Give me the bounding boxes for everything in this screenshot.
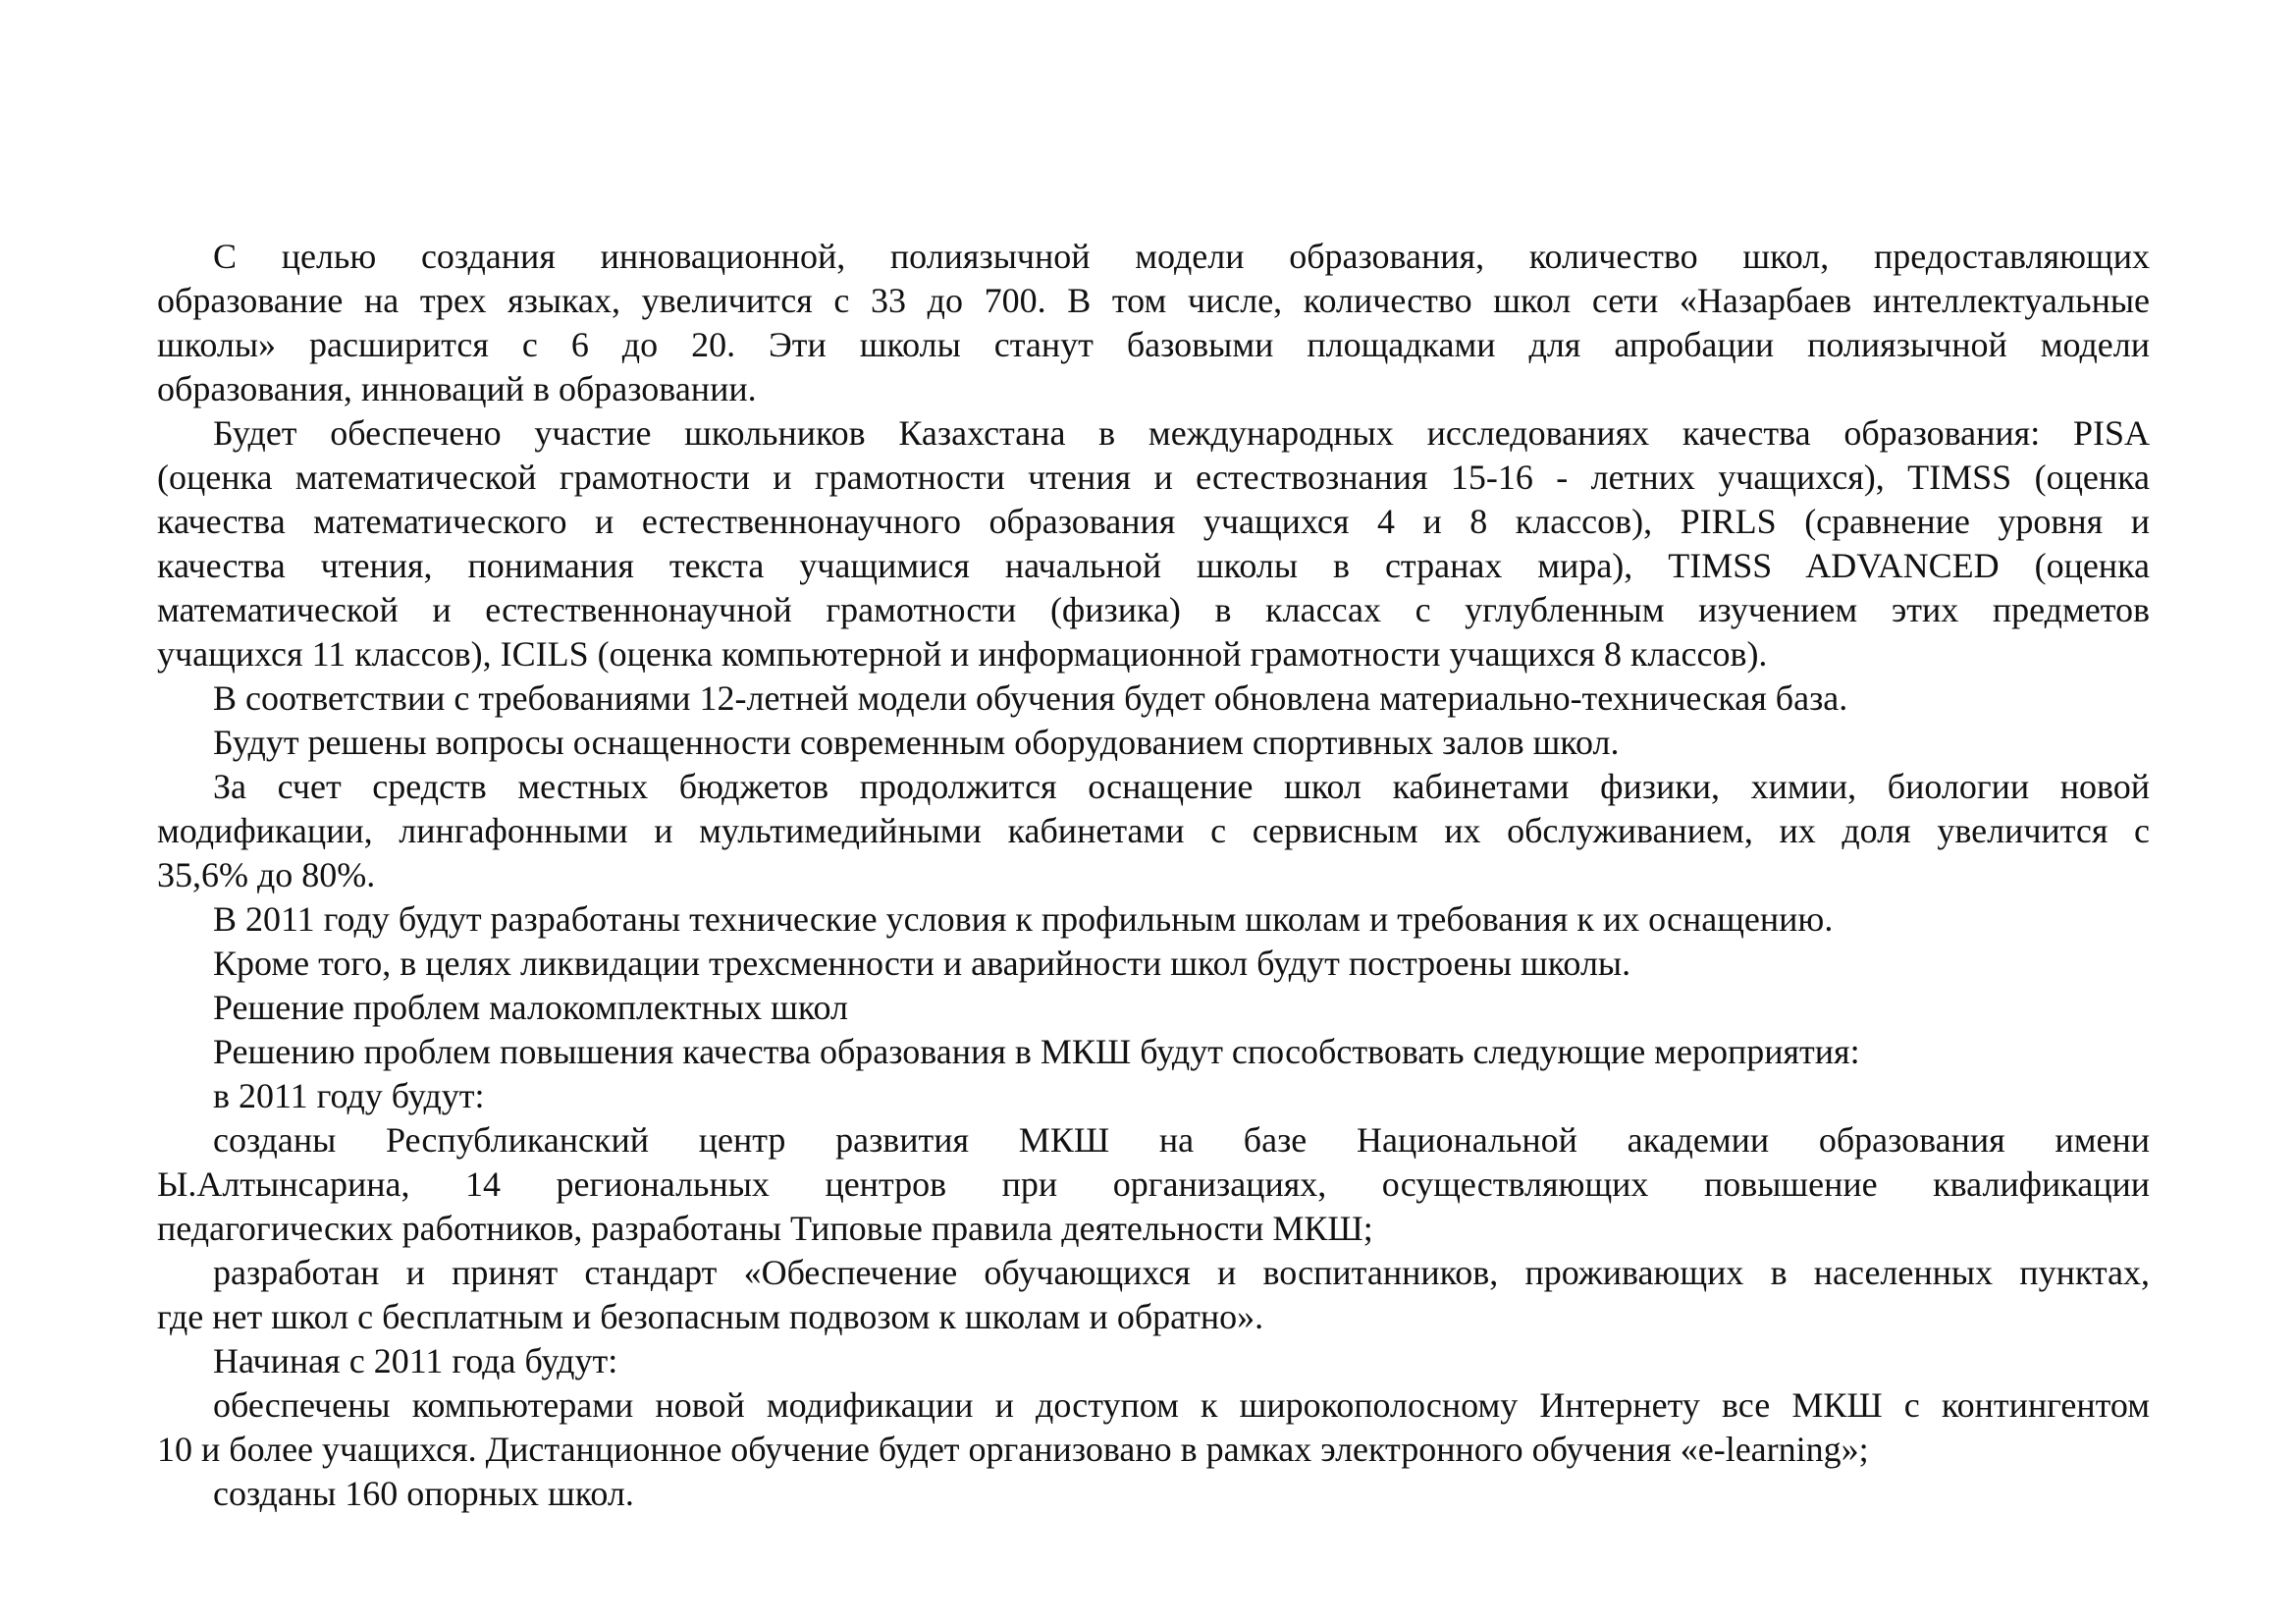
text-line: педагогических работников, разработаны Типовые правила деятельности МКШ; — [157, 1209, 1373, 1248]
paragraph — [157, 942, 2150, 986]
paragraph — [157, 411, 2150, 676]
text-line: 10 и более учащихся. Дистанционное обучение будет организовано в рамках электронного обучения «e-learning»; — [157, 1430, 1869, 1469]
paragraph — [157, 1472, 2150, 1516]
text-line: качества чтения, понимания текста учащимися начальной школы в странах мира), TIMSS ADVANCED (оценка — [157, 546, 2150, 585]
text-line: в 2011 году будут: — [213, 1076, 485, 1115]
text-line: модификации, лингафонными и мультимедийными кабинетами с сервисным их обслуживанием, их доля увеличится с — [157, 811, 2150, 850]
text-line: Начиная с 2011 года будут: — [213, 1341, 618, 1380]
text-line: Будет обеспечено участие школьников Казахстана в международных исследованиях качества образования: PISA — [213, 413, 2150, 453]
text-line: математической и естественнонаучной грамотности (физика) в классах с углубленным изучением этих предметов — [157, 590, 2150, 629]
text-line: Ы.Алтынсарина, 14 региональных центров при организациях, осуществляющих повышение квалификации — [157, 1164, 2150, 1204]
text-line: разработан и принят стандарт «Обеспечение обучающихся и воспитанников, проживающих в населенных пунктах, — [213, 1253, 2150, 1292]
text-line: Решение проблем малокомплектных школ — [213, 988, 848, 1027]
text-line: образование на трех языках, увеличится с 33 до 700. В том числе, количество школ сети «Назарбаев интеллектуальные — [157, 281, 2150, 320]
text-line: обеспечены компьютерами новой модификации и доступом к широкополосному Интернету все МКШ с контингентом — [213, 1385, 2150, 1425]
text-line: Кроме того, в целях ликвидации трехсменности и аварийности школ будут построены школы. — [213, 944, 1631, 983]
text-line: В 2011 году будут разработаны технические условия к профильным школам и требования к их оснащению. — [213, 899, 1834, 939]
text-line: Будут решены вопросы оснащенности современным оборудованием спортивных залов школ. — [213, 723, 1620, 762]
paragraph — [157, 1383, 2150, 1472]
paragraph — [157, 897, 2150, 942]
paragraph — [157, 235, 2150, 411]
paragraph — [157, 1074, 2150, 1118]
text-line: качества математического и естественнонаучного образования учащихся 4 и 8 классов), PIRLS (сравнение уровня и — [157, 502, 2150, 541]
text-line: За счет средств местных бюджетов продолжится оснащение школ кабинетами физики, химии, биологии новой — [213, 767, 2150, 806]
text-line: учащихся 11 классов), ICILS (оценка компьютерной и информационной грамотности учащихся 8 классов). — [157, 634, 1768, 674]
text-line: 35,6% до 80%. — [157, 855, 376, 894]
paragraph — [157, 1339, 2150, 1383]
paragraph — [157, 986, 2150, 1030]
text-line: школы» расширится с 6 до 20. Эти школы станут базовыми площадками для апробации полиязычной модели — [157, 325, 2150, 364]
paragraph — [157, 721, 2150, 765]
paragraph — [157, 765, 2150, 897]
text-line: В соответствии с требованиями 12-летней модели обучения будет обновлена материально-техническая база. — [213, 678, 1848, 718]
text-line: созданы 160 опорных школ. — [213, 1474, 634, 1513]
text-line: С целью создания инновационной, полиязычной модели образования, количество школ, предоставляющих — [213, 237, 2150, 276]
text-line: Решению проблем повышения качества образования в МКШ будут способствовать следующие мероприятия: — [213, 1032, 1860, 1071]
paragraph — [157, 1030, 2150, 1074]
paragraph — [157, 676, 2150, 721]
text-line: где нет школ с бесплатным и безопасным подвозом к школам и обратно». — [157, 1297, 1264, 1336]
text-line: образования, инноваций в образовании. — [157, 369, 757, 408]
paragraph — [157, 1251, 2150, 1339]
text-line: созданы Республиканский центр развития МКШ на базе Национальной академии образования имени — [213, 1120, 2150, 1160]
document-page — [157, 235, 2150, 1516]
text-line: (оценка математической грамотности и грамотности чтения и естествознания 15-16 - летних учащихся), TIMSS (оценка — [157, 458, 2150, 497]
paragraph — [157, 1118, 2150, 1251]
